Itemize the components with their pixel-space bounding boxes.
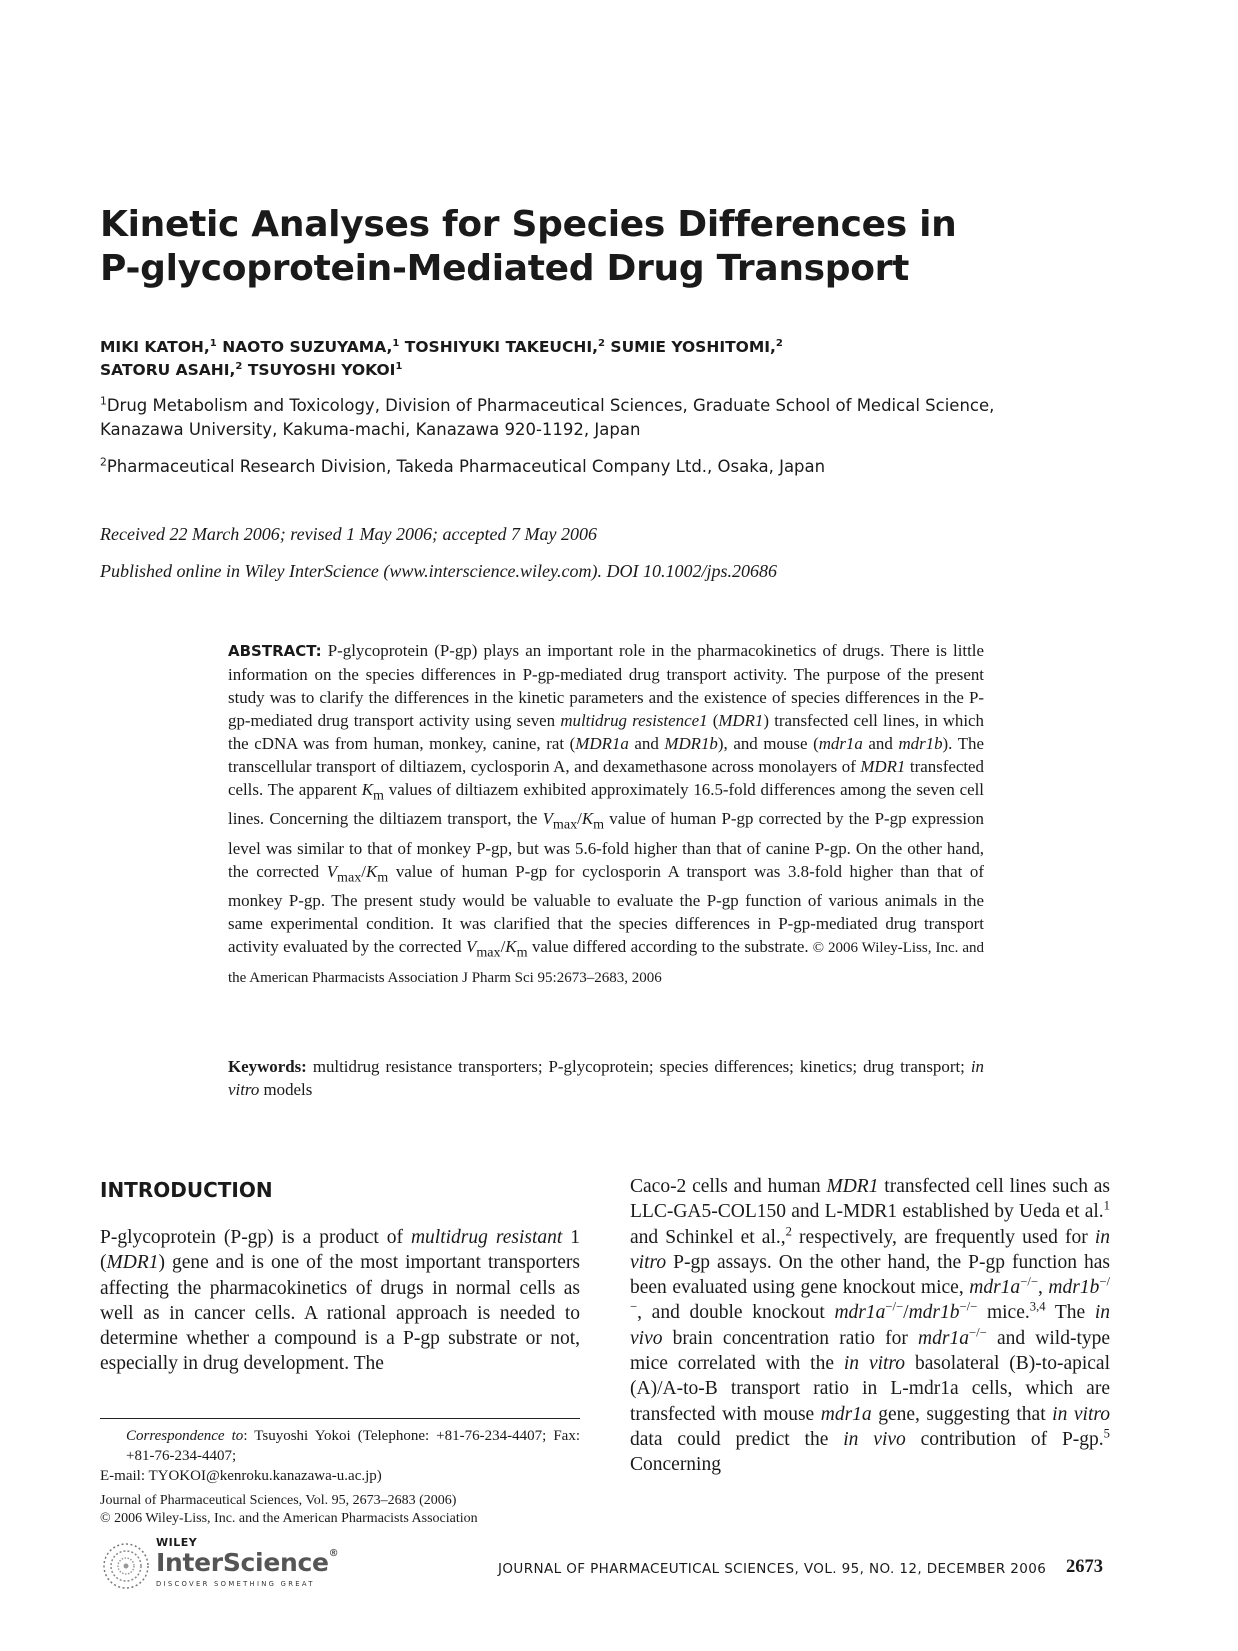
journal-citation: Journal of Pharmaceutical Sciences, Vol. 95, 2673–2683 (2006) bbox=[100, 1493, 457, 1508]
publisher-logo bbox=[100, 1536, 340, 1592]
abstract-text: value of human P-gp corrected by the P-gp expression level was similar to that of monkey P-gp, but was 5.6-fold higher than that of canine P-gp. On the other hand, the corrected bbox=[228, 809, 984, 881]
body-text: Caco-2 cells and human bbox=[630, 1176, 827, 1197]
abstract-text: and bbox=[628, 734, 665, 753]
symbol-v: V bbox=[466, 937, 477, 957]
genotype-mark: −/− bbox=[630, 1274, 1110, 1314]
author-line-2 bbox=[100, 359, 1150, 382]
title-line-2: P-glycoprotein-Mediated Drug Transport bbox=[100, 248, 910, 289]
body-text: 1 ( bbox=[100, 1227, 581, 1274]
abstract-italic: mdr1a bbox=[818, 734, 863, 753]
genotype-mark: −/− bbox=[1020, 1274, 1038, 1289]
symbol-slash: / bbox=[577, 809, 582, 829]
genotype-mark: −/− bbox=[885, 1299, 904, 1314]
body-italic: mdr1a bbox=[820, 1403, 872, 1425]
abstract-italic: MDR1b bbox=[664, 734, 718, 753]
logo-name-text: InterScience bbox=[156, 1548, 329, 1577]
body-text: and wild-type mice correlated with the bbox=[630, 1327, 1111, 1375]
abstract-text: ) transfected cell lines, in which the cDNA was from human, monkey, canine, rat ( bbox=[228, 711, 984, 753]
citation-mark: 1 bbox=[1103, 1198, 1110, 1213]
body-text: mice. bbox=[977, 1302, 1030, 1324]
affiliation-mark: 2 bbox=[100, 455, 107, 469]
abstract-text: ( bbox=[707, 711, 719, 730]
body-italic: MDR1 bbox=[826, 1176, 879, 1197]
author: NAOTO SUZUYAMA, bbox=[216, 338, 393, 356]
logo-tagline: DISCOVER SOMETHING GREAT bbox=[156, 1580, 315, 1588]
body-italic: multidrug resistant bbox=[410, 1227, 563, 1248]
keywords-label: Keywords: bbox=[228, 1057, 307, 1076]
correspondence-text: : Tsuyoshi Yokoi (Telephone: +81-76-234-4407; Fax: +81-76-234-4407; bbox=[126, 1428, 581, 1464]
symbol-k: K bbox=[361, 780, 374, 799]
abstract-copyright: © 2006 Wiley-Liss, Inc. and the American Pharmacists Association J Pharm Sci 95:2673–2683, 2006 bbox=[228, 940, 985, 986]
body-text: basolateral (B)-to-apical (A)/A-to-B transport ratio in L-mdr1a cells, which are transfected with mouse bbox=[630, 1353, 1110, 1425]
symbol-subscript: max bbox=[476, 944, 501, 961]
author-affil-mark: 2 bbox=[598, 337, 606, 349]
journal-copyright: © 2006 Wiley-Liss, Inc. and the American Pharmacists Association bbox=[100, 1511, 478, 1526]
abstract-italic: MDR1a bbox=[575, 734, 629, 753]
body-italic: mdr1b bbox=[908, 1302, 960, 1324]
intro-column-left bbox=[100, 1225, 580, 1377]
affiliation-text: Kanazawa University, Kakuma-machi, Kanazawa 920-1192, Japan bbox=[100, 420, 641, 439]
author: MIKI KATOH, bbox=[100, 338, 210, 356]
abstract-italic: multidrug resistence1 bbox=[560, 711, 708, 730]
symbol-subscript: max bbox=[552, 816, 578, 833]
correspondence-email: E-mail: TYOKOI@kenroku.kanazawa-u.ac.jp) bbox=[100, 1468, 382, 1484]
keywords-text: multidrug resistance transporters; P-glycoprotein; species differences; kinetics; drug transport; bbox=[306, 1057, 971, 1076]
symbol-subscript: m bbox=[377, 869, 389, 886]
body-text: and Schinkel et al., bbox=[630, 1226, 786, 1248]
affiliation-1 bbox=[100, 394, 1150, 442]
body-italic: in vivo bbox=[843, 1428, 906, 1450]
author: TSUYOSHI YOKOI bbox=[242, 361, 396, 379]
body-italic: mdr1a bbox=[834, 1302, 886, 1324]
symbol-subscript: m bbox=[373, 787, 384, 804]
keywords bbox=[228, 1055, 984, 1101]
author: SATORU ASAHI, bbox=[100, 361, 236, 379]
footnote-divider bbox=[100, 1418, 580, 1419]
body-italic: mdr1a bbox=[918, 1327, 969, 1349]
received-dates: Received 22 March 2006; revised 1 May 2006; accepted 7 May 2006 bbox=[100, 524, 597, 544]
abstract-italic: mdr1b bbox=[898, 734, 943, 753]
keywords-italic: in vitro bbox=[228, 1057, 984, 1099]
abstract-text: values of diltiazem exhibited approximately 16.5-fold differences among the seven cell lines. Concerning the diltiazem transport, the bbox=[228, 780, 984, 829]
logo-wiley: WILEY bbox=[156, 1536, 198, 1549]
symbol-slash: / bbox=[500, 937, 506, 957]
abstract-text: value of human P-gp for cyclosporin A transport was 3.8-fold higher than that of monkey P-gp. The present study would be valuable to evaluate the P-gp function of various animals in the same experimental condition. It was clarified that the species differences in P-gp-mediated drug transport activity evaluated by the corrected bbox=[228, 861, 985, 957]
abstract-text: ). The transcellular transport of diltiazem, cyclosporin A, and dexamethasone across monolayers of bbox=[228, 734, 984, 776]
correspondence-label: Correspondence to bbox=[126, 1428, 244, 1444]
author-affil-mark: 1 bbox=[392, 337, 400, 349]
body-text: transfected cell lines such as LLC-GA5-COL150 and L-MDR1 established by Ueda et al. bbox=[630, 1176, 1110, 1223]
abstract-italic: MDR1 bbox=[860, 757, 906, 776]
abstract-label: ABSTRACT: bbox=[228, 642, 322, 660]
body-italic: mdr1a bbox=[969, 1277, 1021, 1299]
author-line-1 bbox=[100, 336, 1150, 359]
body-italic: in vitro bbox=[1052, 1403, 1110, 1425]
body-italic: mdr1b bbox=[1048, 1277, 1100, 1299]
author-list bbox=[100, 336, 1150, 382]
affiliation-2 bbox=[100, 455, 1150, 479]
body-italic: MDR1 bbox=[106, 1252, 159, 1274]
article-title bbox=[100, 203, 1150, 291]
body-text: contribution of P-gp. bbox=[905, 1428, 1104, 1450]
body-text: P-glycoprotein (P-gp) is a product of bbox=[100, 1227, 411, 1248]
body-text: / bbox=[903, 1302, 909, 1324]
body-text: , and double knockout bbox=[637, 1302, 835, 1324]
citation-mark: 2 bbox=[785, 1224, 792, 1239]
symbol-subscript: m bbox=[593, 816, 605, 833]
symbol-subscript: m bbox=[516, 944, 528, 961]
intro-column-right bbox=[630, 1174, 1110, 1478]
symbol-slash: / bbox=[361, 861, 366, 881]
affiliation-text: Pharmaceutical Research Division, Takeda Pharmaceutical Company Ltd., Osaka, Japan bbox=[106, 457, 826, 476]
body-text: The bbox=[1045, 1302, 1095, 1324]
genotype-mark: −/− bbox=[968, 1325, 987, 1340]
abstract bbox=[228, 639, 984, 990]
citation-mark: 3,4 bbox=[1029, 1299, 1046, 1314]
body-text: gene, suggesting that bbox=[871, 1403, 1053, 1425]
author-affil-mark: 1 bbox=[209, 337, 217, 349]
citation-mark: 5 bbox=[1103, 1426, 1110, 1441]
correspondence-footnote bbox=[100, 1426, 580, 1486]
body-text: brain concentration ratio for bbox=[662, 1327, 919, 1349]
keywords-text: models bbox=[259, 1080, 313, 1099]
affiliation-mark: 1 bbox=[100, 394, 107, 408]
symbol-v: V bbox=[326, 861, 338, 881]
author: TOSHIYUKI TAKEUCHI, bbox=[399, 338, 598, 356]
abstract-text: P-glycoprotein (P-gp) plays an important role in the pharmacokinetics of drugs. There is little information on the species differences in P-gp-mediated drug transport activity. The purpose of the present study was to clarify the differences in the kinetic parameters and the existence of species differences in the P-gp-mediated drug transport activity using seven bbox=[228, 641, 984, 730]
publication-info: Published online in Wiley InterScience (www.interscience.wiley.com). DOI 10.1002/jps.20686 bbox=[100, 561, 778, 581]
body-text: Concerning bbox=[630, 1454, 721, 1476]
genotype-mark: −/− bbox=[959, 1299, 978, 1314]
journal-footnote bbox=[100, 1492, 580, 1528]
globe-icon bbox=[100, 1540, 152, 1592]
abstract-text: and bbox=[862, 734, 899, 753]
abstract-text: ), and mouse ( bbox=[717, 734, 819, 753]
running-footer: JOURNAL OF PHARMACEUTICAL SCIENCES, VOL. 95, NO. 12, DECEMBER 2006 bbox=[498, 1561, 1047, 1577]
body-italic: in vitro bbox=[843, 1353, 906, 1375]
symbol-k: K bbox=[505, 937, 517, 957]
body-text: respectively, are frequently used for bbox=[791, 1226, 1095, 1248]
body-text: data could predict the bbox=[630, 1428, 844, 1450]
abstract-text: transfected cells. The apparent bbox=[228, 757, 984, 799]
author-affil-mark: 2 bbox=[235, 360, 243, 372]
title-line-1: Kinetic Analyses for Species Differences in bbox=[100, 204, 957, 245]
author-affil-mark: 1 bbox=[395, 360, 403, 372]
symbol-k: K bbox=[581, 809, 594, 829]
logo-interscience bbox=[156, 1548, 338, 1577]
author-affil-mark: 2 bbox=[775, 337, 783, 349]
symbol-subscript: max bbox=[337, 869, 362, 886]
body-italic: in vivo bbox=[630, 1302, 1111, 1349]
body-text: , bbox=[1037, 1277, 1049, 1299]
section-heading-introduction: INTRODUCTION bbox=[100, 1178, 273, 1202]
body-text: P-gp assays. On the other hand, the P-gp function has been evaluated using gene knockout mice, bbox=[630, 1251, 1110, 1299]
symbol-v: V bbox=[542, 809, 553, 829]
logo-registered-mark: ® bbox=[328, 1548, 339, 1559]
abstract-italic: MDR1 bbox=[718, 711, 764, 730]
body-italic: in vitro bbox=[630, 1226, 1111, 1273]
abstract-text: value differed according to the substrate. bbox=[527, 937, 809, 957]
affiliation-text: Drug Metabolism and Toxicology, Division of Pharmaceutical Sciences, Graduate School of Medical Science, bbox=[106, 396, 995, 415]
symbol-k: K bbox=[365, 861, 378, 881]
page-number: 2673 bbox=[1066, 1557, 1103, 1577]
author: SUMIE YOSHITOMI, bbox=[605, 338, 776, 356]
body-text: ) gene and is one of the most important transporters affecting the pharmacokinetics of drugs in normal cells as well as in cancer cells. A rational approach is needed to determine whether a compound is a P-gp substrate or not, especially in drug development. The bbox=[100, 1252, 580, 1375]
